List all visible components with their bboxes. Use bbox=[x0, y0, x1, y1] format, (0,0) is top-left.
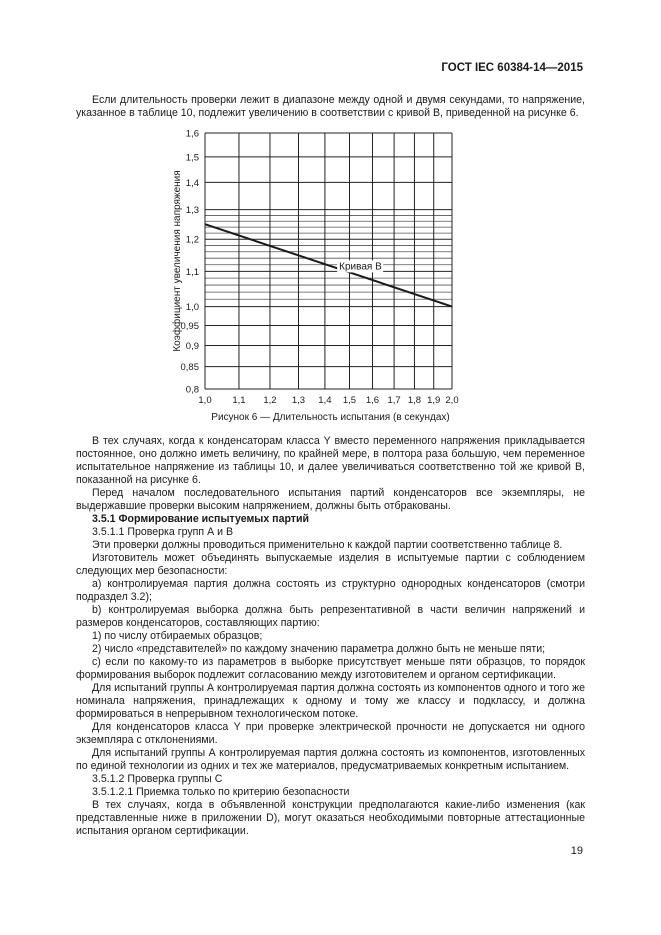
document-header: ГОСТ IEC 60384-14—2015 bbox=[441, 62, 583, 74]
heading-3-5-1: 3.5.1 Формирование испытуемых партий bbox=[92, 513, 310, 525]
intro-paragraph: Если длительность проверки лежит в диапазоне между одной и двумя секундами, то напряжение, указанное в таблице 10, подлежит увеличению в соответствии с кривой В, приведенной на рисунке 6. bbox=[76, 94, 585, 119]
list-item-b: b) контролируемая выборка должна быть репрезентативной в части величин напряжений и размеров конденсаторов, составляющих партию: bbox=[76, 604, 585, 629]
paragraph-rejection: Перед началом последовательного испытания партий конденсаторов все экземпляры, не выдержавшие проверки высоким напряжением, должны быть отбракованы. bbox=[76, 487, 585, 512]
x-tick-label: 1,7 bbox=[387, 395, 401, 406]
heading-3-5-1-1: 3.5.1.1 Проверка групп А и В bbox=[92, 526, 234, 538]
list-item-c: с) если по какому-то из параметров в выборке присутствует меньше пяти образцов, то порядок формирования выборок подлежит согласованию между изготовителем и органом сертификации. bbox=[76, 656, 585, 681]
y-tick-label: 0,9 bbox=[185, 340, 199, 352]
y-tick-label: 0,8 bbox=[185, 384, 199, 396]
y-tick-label: 1,6 bbox=[185, 128, 199, 140]
figure-6-chart bbox=[0, 0, 661, 420]
x-tick-label: 1,3 bbox=[291, 395, 306, 406]
x-tick-label: 1,5 bbox=[342, 395, 357, 406]
x-tick-label: 1,8 bbox=[407, 395, 422, 406]
y-tick-label: 1,3 bbox=[185, 205, 199, 217]
chart-grid bbox=[205, 133, 452, 389]
curve-label: Кривая В bbox=[339, 261, 382, 273]
paragraph-group-a-1: Для испытаний группы А контролируемая партия должна состоять из компонентов одного и того же номинала напряжения, принадлежащих к одному и тому же классу и подклассу, и должна формироваться в непрерывном технологическом потоке. bbox=[76, 682, 585, 720]
list-item-2: 2) число «представителей» по каждому значению параметра должно быть не меньше пяти; bbox=[92, 643, 546, 655]
y-tick-label: 1,4 bbox=[185, 177, 199, 189]
x-tick-label: 1,6 bbox=[365, 395, 380, 406]
list-item-1: 1) по числу отбираемых образцов; bbox=[92, 630, 263, 642]
figure-caption: Рисунок 6 — Длительность испытания (в секундах) bbox=[211, 412, 450, 423]
heading-3-5-1-2: 3.5.1.2 Проверка группы С bbox=[92, 773, 223, 785]
y-tick-label: 0,95 bbox=[180, 321, 199, 333]
x-tick-label: 1,9 bbox=[427, 395, 441, 406]
y-tick-label: 1,5 bbox=[185, 152, 199, 164]
y-tick-label: 1,2 bbox=[185, 234, 199, 246]
x-tick-label: 1,4 bbox=[318, 395, 332, 406]
heading-3-5-1-2-1: 3.5.1.2.1 Приемка только по критерию безопасности bbox=[92, 786, 350, 798]
x-tick-label: 1,1 bbox=[232, 395, 246, 406]
x-tick-label: 2,0 bbox=[445, 395, 459, 406]
chart-tick-labels bbox=[181, 129, 459, 407]
y-axis-label: Коэффициент увеличения напряжения bbox=[172, 170, 183, 352]
y-tick-label: 1,1 bbox=[185, 266, 199, 278]
paragraph-class-y: Для конденсаторов класса Y при проверке электрической прочности не допускается ни одного экземпляра с отклонениями. bbox=[76, 721, 585, 746]
paragraph-group-a-2: Для испытаний группы А контролируемая партия должна состоять из компонентов, изготовленных по единой технологии из одних и тех же материалов, предусматриваемых конкретным испытанием. bbox=[76, 747, 585, 772]
paragraph-appendix-d: В тех случаях, когда в объявленной конструкции предполагаются какие-либо изменения (как представленные ниже в приложении D), могут оказаться необходимыми повторные аттестационные испытания органом сертификации. bbox=[76, 799, 585, 837]
x-tick-label: 1,2 bbox=[263, 395, 277, 406]
paragraph-dc-voltage: В тех случаях, когда к конденсаторам класса Y вместо переменного напряжения прикладывается постоянное, оно должно иметь величину, по крайней мере, в полтора раза большую, чем переменное испытательное напряжение из таблицы 10, и далее увеличиваться соответственно той же кривой В, показанной на рисунке 6. bbox=[76, 435, 585, 486]
x-tick-label: 1,0 bbox=[198, 395, 212, 406]
paragraph-table-8: Эти проверки должны проводиться применительно к каждой партии соответственно таблице 8. bbox=[92, 539, 563, 551]
y-tick-label: 1,0 bbox=[185, 302, 199, 314]
paragraph-manufacturer: Изготовитель может объединять выпускаемые изделия в испытуемые партии с соблюдением следующих мер безопасности: bbox=[76, 552, 585, 577]
page-number: 19 bbox=[570, 845, 583, 857]
y-tick-label: 0,85 bbox=[180, 362, 199, 374]
list-item-a: а) контролируемая партия должна состоять из структурно однородных конденсаторов (смотри подраздел 3.2); bbox=[76, 578, 585, 603]
